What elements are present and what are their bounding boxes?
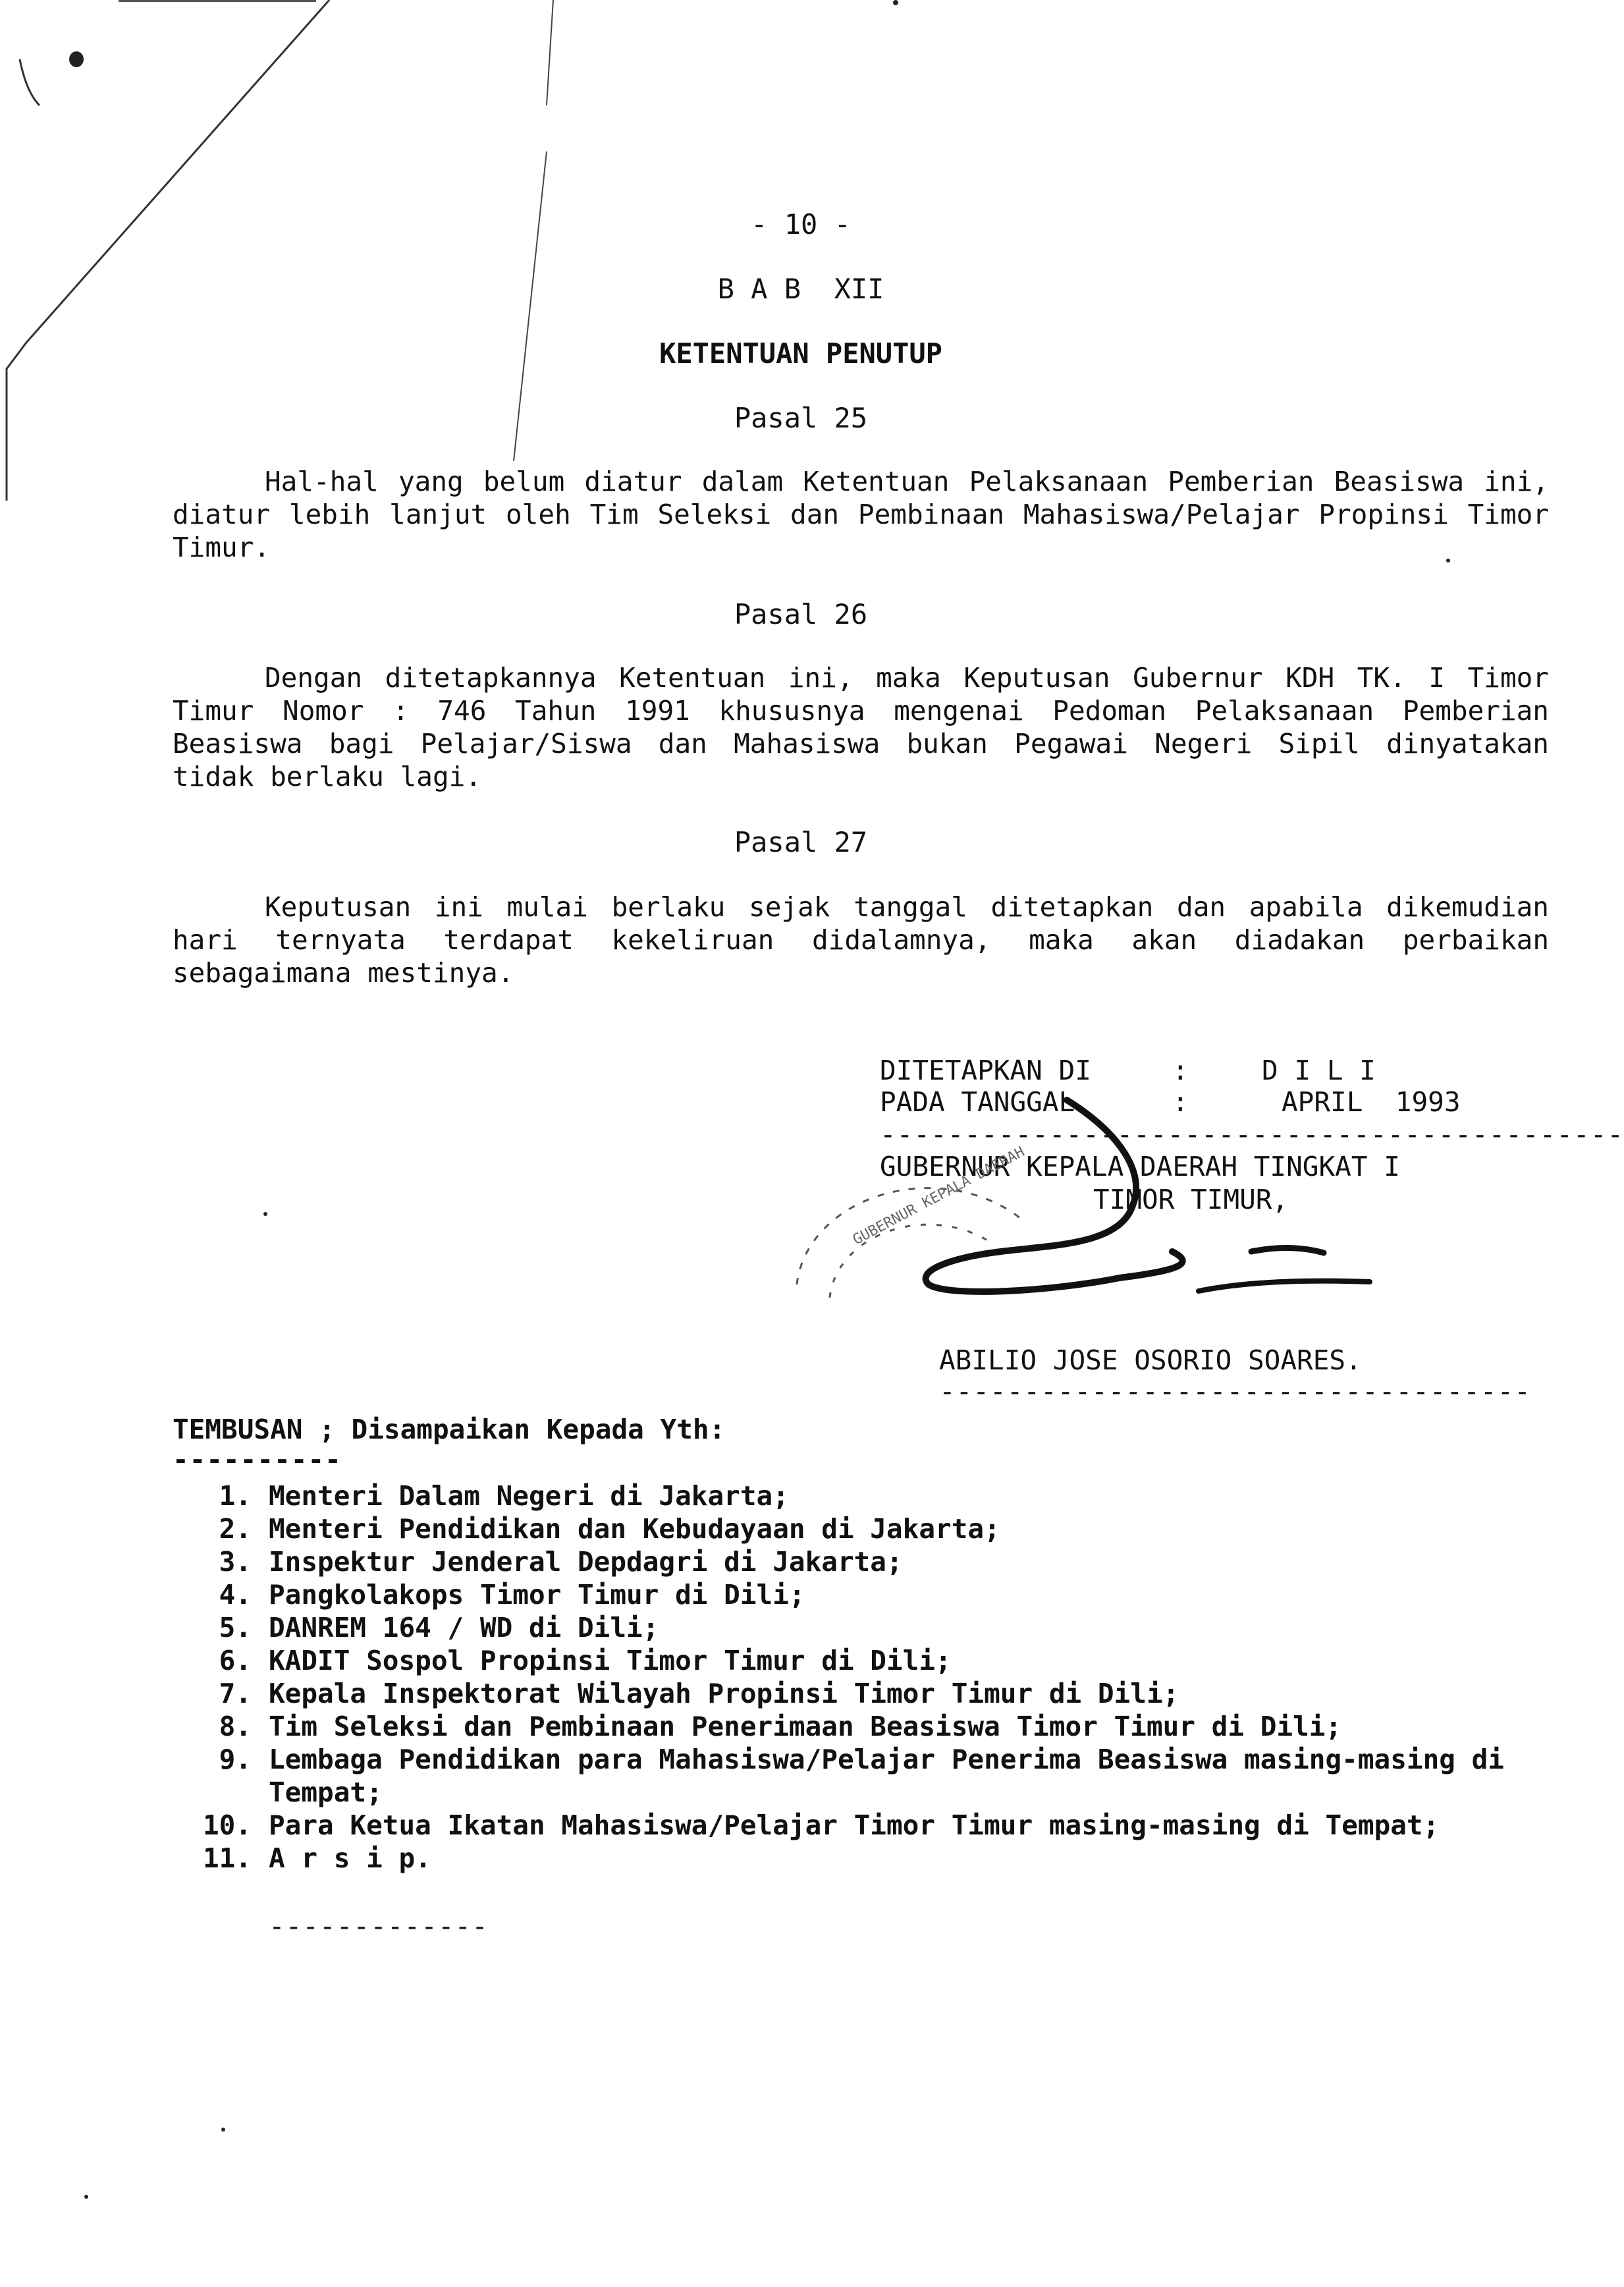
list-number: 3. [219, 1546, 252, 1578]
list-text: Lembaga Pendidikan para Mahasiswa/Pelajar Penerima Beasiswa masing-masing di Tempat; [269, 1744, 1504, 1808]
page-number: - 10 - [751, 208, 851, 240]
place-label: DITETAPKAN DI [880, 1055, 1091, 1086]
date-label: PADA TANGGAL [880, 1086, 1075, 1118]
date-value: APRIL 1993 [1282, 1086, 1461, 1118]
list-text: DANREM 164 / WD di Dili; [269, 1612, 659, 1643]
list-number: 1. [219, 1480, 252, 1512]
list-item [173, 1677, 1549, 1710]
scan-speck [221, 2128, 225, 2132]
chapter-number: B A B XII [717, 273, 884, 305]
divider-line: -------------------------------------------- [880, 1118, 1624, 1150]
list-item [173, 1710, 1549, 1743]
official-title: GUBERNUR KEPALA DAERAH TINGKAT I [880, 1151, 1400, 1182]
seal-text: GUBERNUR KEPALA DAERAH [850, 1144, 1028, 1249]
article-text [173, 661, 1549, 793]
copies-end-underline: ------------- [269, 1910, 489, 1942]
list-number: 5. [219, 1612, 252, 1643]
list-text: Inspektur Jenderal Depdagri di Jakarta; [269, 1546, 903, 1578]
list-item [173, 1479, 1549, 1512]
list-text: Kepala Inspektorat Wilayah Propinsi Timor Timur di Dili; [269, 1678, 1179, 1709]
list-number: 11. [202, 1842, 252, 1874]
place-colon: : [1172, 1055, 1189, 1086]
list-text: Pangkolakops Timor Timur di Dili; [269, 1579, 805, 1611]
chapter-title: KETENTUAN PENUTUP [659, 337, 942, 370]
list-number: 4. [219, 1579, 252, 1611]
list-text: KADIT Sospol Propinsi Timor Timur di Dili; [269, 1645, 952, 1676]
handwritten-signature [777, 1080, 1436, 1344]
date-colon: : [1172, 1086, 1189, 1118]
scan-speck [893, 0, 898, 5]
article-paragraph: Hal-hal yang belum diatur dalam Ketentuan Pelaksanaan Pemberian Beasiswa ini, diatur lebih lanjut oleh Tim Seleksi dan Pembinaan Mahasiswa/Pelajar Propinsi Timor Timur. [173, 466, 1549, 563]
scan-speck [84, 2195, 88, 2199]
list-item [173, 1545, 1549, 1578]
name-underline: ----------------------------------- [939, 1375, 1531, 1407]
list-text: Para Ketua Ikatan Mahasiswa/Pelajar Timor Timur masing-masing di Tempat; [269, 1809, 1440, 1841]
list-number: 8. [219, 1711, 252, 1742]
article-paragraph: Keputusan ini mulai berlaku sejak tanggal ditetapkan dan apabila dikemudian hari ternyata terdapat kekeliruan didalamnya, maka akan diadakan perbaikan sebagaimana mestinya. [173, 891, 1549, 989]
official-region: TIMOR TIMUR, [1093, 1184, 1289, 1215]
list-item [173, 1512, 1549, 1545]
list-item [173, 1578, 1549, 1611]
list-item [173, 1743, 1549, 1809]
list-item [173, 1809, 1549, 1842]
list-item [173, 1842, 1549, 1875]
article-text [173, 891, 1549, 989]
list-text: Menteri Pendidikan dan Kebudayaan di Jakarta; [269, 1513, 1000, 1545]
list-text: Menteri Dalam Negeri di Jakarta; [269, 1480, 789, 1512]
scan-speck [263, 1212, 267, 1216]
scan-speck [69, 51, 84, 67]
list-text: Tim Seleksi dan Pembinaan Penerimaan Beasiswa Timor Timur di Dili; [269, 1711, 1342, 1742]
list-number: 10. [202, 1809, 252, 1841]
list-number: 7. [219, 1678, 252, 1709]
list-item [173, 1611, 1549, 1644]
list-number: 9. [219, 1744, 252, 1775]
place-value: D I L I [1262, 1055, 1376, 1086]
copies-heading: TEMBUSAN ; Disampaikan Kepada Yth: [173, 1414, 726, 1445]
official-name: ABILIO JOSE OSORIO SOARES. [939, 1344, 1362, 1376]
list-number: 2. [219, 1513, 252, 1545]
copies-heading-underline: ---------- [173, 1444, 342, 1475]
article-heading: Pasal 25 [734, 402, 868, 434]
article-heading: Pasal 26 [734, 598, 868, 630]
list-number: 6. [219, 1645, 252, 1676]
article-heading: Pasal 27 [734, 826, 868, 858]
copies-list [173, 1479, 1549, 1875]
article-text [173, 465, 1549, 564]
article-paragraph: Dengan ditetapkannya Ketentuan ini, maka Keputusan Gubernur KDH TK. I Timor Timur Nomor : 746 Tahun 1991 khususnya mengenai Pedoman Pelaksanaan Pemberian Beasiswa bagi Pelajar/Siswa dan Mahasiswa bukan Pegawai Negeri Sipil dinyatakan tidak berlaku lagi. [173, 662, 1549, 792]
list-text: A r s i p. [269, 1842, 431, 1874]
list-item [173, 1644, 1549, 1677]
